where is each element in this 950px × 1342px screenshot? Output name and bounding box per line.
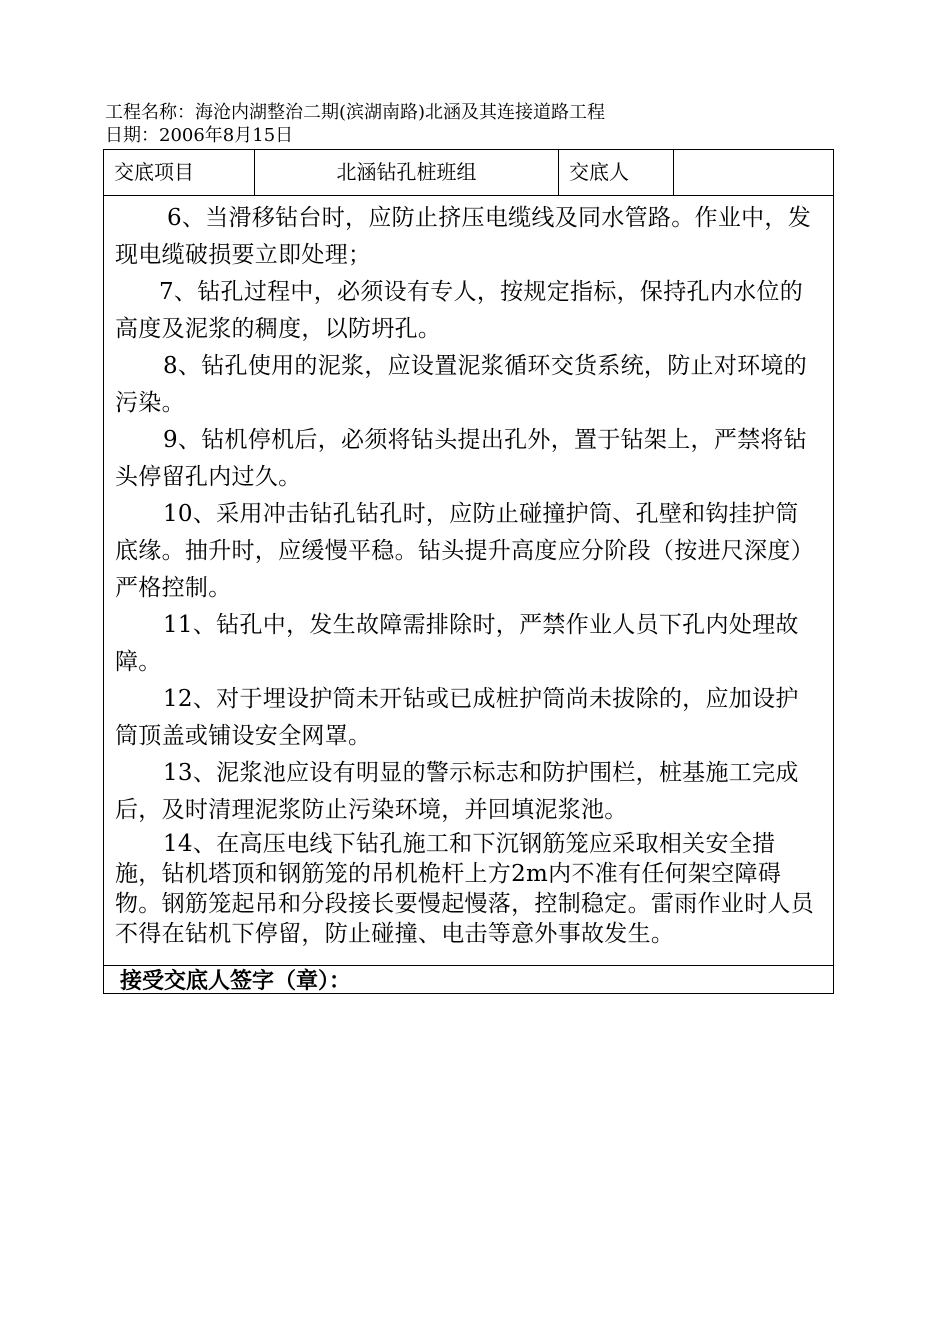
paragraph-6: 6、当滑移钻台时，应防止挤压电缆线及同水管路。作业中，发现电缆破损要立即处理； bbox=[115, 205, 812, 268]
paragraph-12: 12、对于埋设护筒未开钻或已成桩护筒尚未拔除的，应加设护筒顶盖或铺设安全网罩。 bbox=[115, 686, 799, 749]
project-name: 工程名称：海沧内湖整治二期(滨湖南路)北涵及其连接道路工程 bbox=[105, 102, 606, 123]
disclosure-content bbox=[115, 200, 821, 949]
paragraph-7: 7、钻孔过程中，必须设有专人，按规定指标，保持孔内水位的高度及泥浆的稠度，以防坍孔。 bbox=[115, 279, 804, 342]
item-label: 交底项目 bbox=[104, 150, 255, 195]
person-value bbox=[674, 150, 833, 195]
disclosure-table bbox=[103, 149, 834, 994]
item-value: 北涵钻孔桩班组 bbox=[255, 150, 559, 195]
person-label: 交底人 bbox=[559, 150, 674, 195]
table-header-row bbox=[104, 150, 833, 196]
paragraph-9: 9、钻机停机后，必须将钻头提出孔外，置于钻架上，严禁将钻头停留孔内过久。 bbox=[115, 427, 808, 490]
paragraph-14: 14、在高压电线下钻孔施工和下沉钢筋笼应采取相关安全措施，钻机塔顶和钢筋笼的吊机桅杆上方2m内不准有任何架空障碍物。钢筋笼起吊和分段接长要慢起慢落，控制稳定。雷雨作业时人员不得在钻机下停留，防止碰撞、电击等意外事故发生。 bbox=[115, 831, 814, 947]
document-date: 日期：2006年8月15日 bbox=[105, 125, 294, 146]
paragraph-8: 8、钻孔使用的泥浆，应设置泥浆循环交货系统，防止对环境的污染。 bbox=[115, 353, 808, 416]
signature-row: 接受交底人签字（章）： bbox=[104, 965, 833, 993]
paragraph-11: 11、钻孔中，发生故障需排除时，严禁作业人员下孔内处理故障。 bbox=[115, 612, 799, 675]
paragraph-10: 10、采用冲击钻孔钻孔时，应防止碰撞护筒、孔壁和钩挂护筒底缘。抽升时，应缓慢平稳。钻头提升高度应分阶段（按进尺深度）严格控制。 bbox=[115, 501, 814, 601]
paragraph-13: 13、泥浆池应设有明显的警示标志和防护围栏，桩基施工完成后，及时清理泥浆防止污染环境，并回填泥浆池。 bbox=[115, 760, 799, 823]
